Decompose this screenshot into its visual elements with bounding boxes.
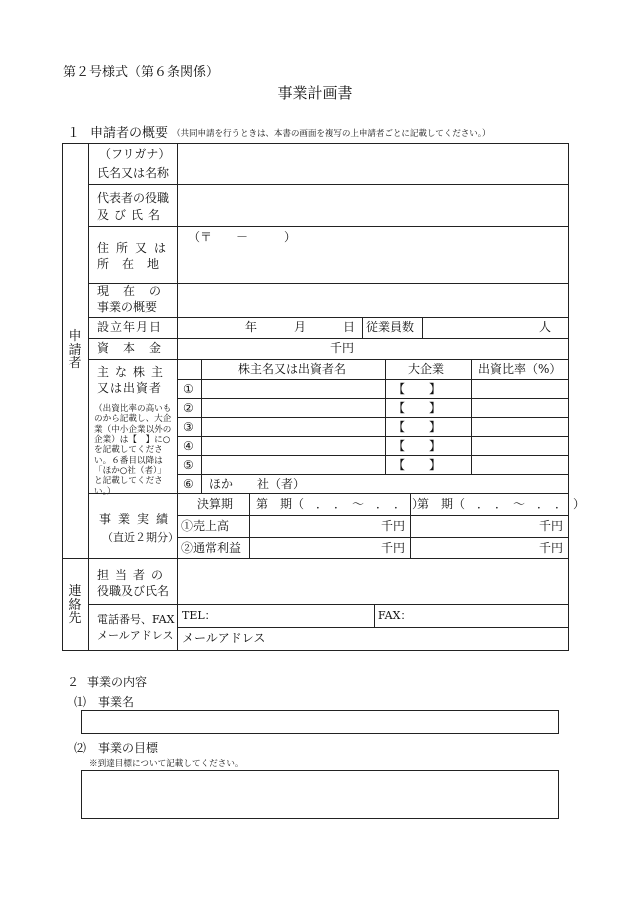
profit-label: ②通常利益: [181, 541, 242, 555]
fax-label: FAX：: [378, 609, 412, 622]
established-label: 設立年月日: [97, 320, 163, 334]
sales-unit-2: 千円: [539, 519, 564, 533]
profit-unit-1: 千円: [381, 541, 406, 555]
ratio-header: 出資比率（%）: [478, 362, 562, 376]
name-label: 氏名又は名称: [97, 166, 170, 180]
employees-unit: 人: [539, 320, 552, 334]
business-name-label: ⑴ 事業名: [74, 695, 135, 709]
business-goal-note: ※到達目標について記載してください。: [89, 759, 244, 769]
shareholder-row-6-num: ⑥: [183, 477, 194, 491]
day-unit: 日: [343, 320, 356, 334]
section1-heading: 申請者の概要: [90, 126, 169, 141]
tel-label: TEL：: [182, 609, 216, 622]
shareholder-row-2-num: ②: [183, 401, 194, 415]
shareholder-row-1-num: ①: [183, 382, 194, 396]
shareholder-row-4-num: ④: [183, 439, 194, 453]
business-label-2: 事業の概要: [97, 300, 158, 314]
sales-label: ①売上高: [181, 519, 230, 533]
contact-divider: [62, 558, 569, 559]
shareholder-others-text: ほか 社（者）: [209, 477, 306, 491]
shareholders-note: （出資比率の高いものから記載し、大企業（中小企業以外の企業）は【 】に○を記載してください。６番目以降は「ほか○社（者）」と記載してください。）: [94, 404, 172, 497]
postal-code-field: （〒 － ）: [188, 230, 297, 244]
section1-number: １: [67, 126, 81, 141]
shareholder-row-3-num: ③: [183, 420, 194, 434]
section2-heading: 事業の内容: [87, 675, 148, 689]
section2-number: ２: [67, 675, 80, 689]
section1-note: （共同申請を行うときは、本書の画面を複写の上申請者ごとに記載してください。）: [172, 129, 491, 139]
period-2: 第 期（ ． ． ～ ． ． ）: [417, 497, 586, 511]
large-company-checkbox-1: 【 】: [393, 382, 442, 396]
representative-label-2: 及び氏名: [97, 208, 166, 222]
period-1: 第 期（ ． ． ～ ． ． ）: [256, 497, 425, 511]
profit-unit-2: 千円: [539, 541, 564, 555]
address-label-1: 住所又は: [97, 241, 174, 255]
large-company-checkbox-4: 【 】: [393, 439, 442, 453]
business-label-1: 現在の: [97, 284, 176, 298]
contact-label: 連絡先: [68, 584, 82, 627]
large-company-header: 大企業: [408, 362, 445, 376]
business-goal-field[interactable]: [81, 770, 559, 819]
applicant-label: 申請者: [68, 329, 82, 372]
capital-label: 資本金: [97, 341, 176, 355]
representative-label-1: 代表者の役職: [97, 191, 170, 205]
year-unit: 年: [245, 320, 258, 334]
contact-person-label-2: 役職及び氏名: [97, 584, 170, 598]
page-title: 事業計画書: [277, 84, 353, 102]
shareholders-label-1: 主な株主: [97, 365, 170, 379]
large-company-checkbox-3: 【 】: [393, 420, 442, 434]
label-column-line: [88, 143, 89, 651]
large-company-checkbox-5: 【 】: [393, 458, 442, 472]
period-header: 決算期: [197, 497, 234, 511]
sales-unit-1: 千円: [381, 519, 406, 533]
employees-label: 従業員数: [366, 320, 415, 334]
contact-phone-label-1: 電話番号、FAX: [97, 613, 175, 626]
email-label: メールアドレス: [182, 631, 266, 645]
field-column-line: [177, 143, 178, 651]
large-company-checkbox-2: 【 】: [393, 401, 442, 415]
furigana-label: （フリガナ）: [99, 147, 171, 161]
performance-sublabel: （直近２期分）: [102, 531, 179, 544]
shareholders-label-2: 又は出資者: [97, 381, 163, 395]
business-name-field[interactable]: [81, 710, 559, 734]
performance-label: 事業実績: [99, 512, 176, 526]
shareholder-row-5-num: ⑤: [183, 458, 194, 472]
contact-person-label-1: 担当者の: [97, 568, 170, 582]
shareholder-name-header: 株主名又は出資者名: [238, 362, 347, 376]
capital-unit: 千円: [330, 341, 355, 355]
business-goal-label: ⑵ 事業の目標: [74, 741, 159, 755]
address-label-2: 所在地: [97, 257, 173, 271]
contact-phone-label-2: メールアドレス: [97, 629, 174, 642]
month-unit: 月: [294, 320, 307, 334]
form-number: 第２号様式（第６条関係）: [63, 65, 220, 80]
